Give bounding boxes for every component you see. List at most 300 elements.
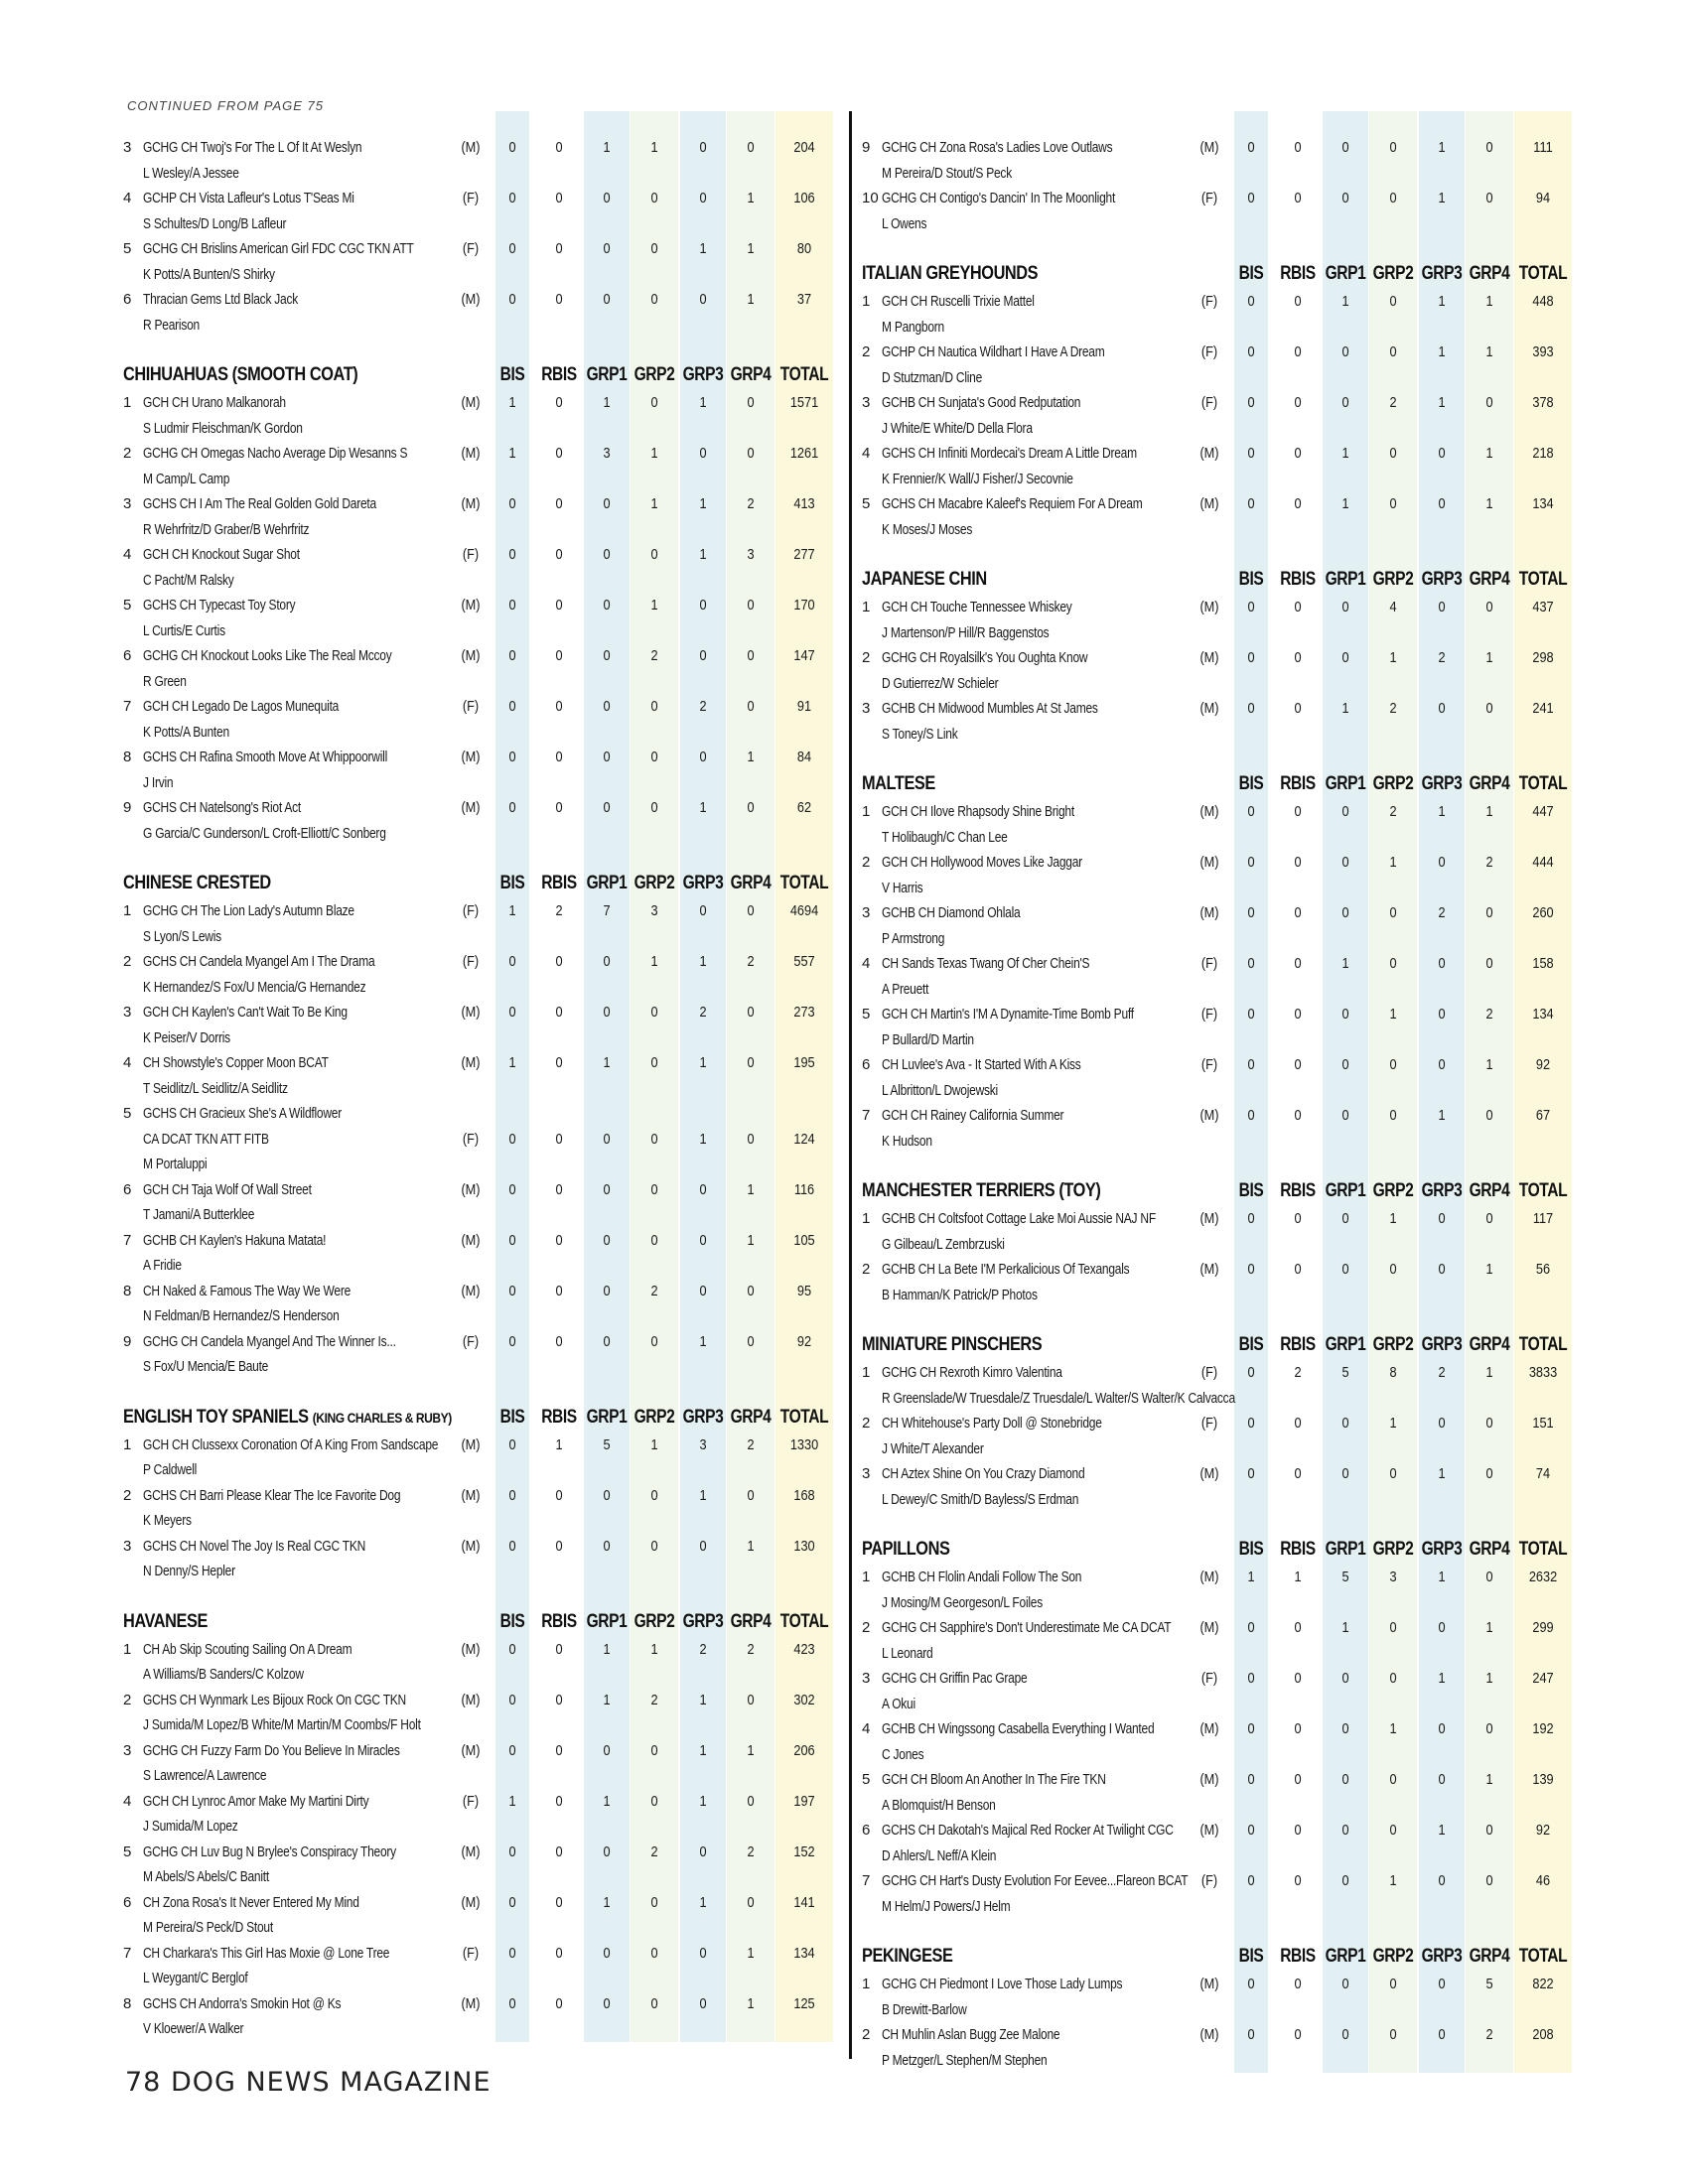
column-header: GRP3 [682, 1610, 724, 1632]
stat-value: 0 [555, 1282, 563, 1299]
dog-sex: (M) [461, 1537, 481, 1555]
ranking-entry [121, 1941, 896, 1991]
stat-value: 1 [1438, 293, 1446, 310]
stat-value: 0 [508, 597, 516, 614]
owner-row [121, 1763, 896, 1789]
stat-value: 0 [747, 1486, 755, 1504]
stat-value: 0 [1247, 1822, 1255, 1839]
stat-value: 0 [555, 1180, 563, 1198]
ranking-entry [121, 186, 896, 236]
owner-row [860, 1129, 1634, 1155]
stat-value: 1 [508, 1054, 516, 1071]
dog-name-continued: CA DCAT TKN ATT FITB [143, 1130, 269, 1148]
entry-rank: 4 [123, 190, 132, 206]
dog-sex: (M) [1199, 445, 1219, 462]
entry-rank: 6 [123, 1180, 132, 1198]
entry-main-row [860, 289, 1634, 315]
owner-row [860, 1590, 1634, 1616]
stat-value: 1 [603, 1054, 611, 1071]
column-header: GRP4 [1469, 1539, 1510, 1560]
entry-rank: 4 [123, 1054, 132, 1071]
entry-main-row [121, 593, 896, 618]
stat-value: 1 [1341, 700, 1349, 717]
dog-name: CH Ab Skip Scouting Sailing On A Dream [143, 1640, 352, 1658]
ranking-entry [860, 1666, 1634, 1716]
stat-value: 1 [1389, 1006, 1397, 1023]
stat-value: 1 [699, 1486, 707, 1504]
total-points: 62 [796, 799, 812, 816]
stat-value: 1 [1438, 1822, 1446, 1839]
stat-value: 0 [1438, 1771, 1446, 1788]
stat-value: 1 [1341, 293, 1349, 310]
column-header: BIS [1238, 569, 1264, 590]
stat-value: 0 [650, 698, 658, 715]
stat-value: 0 [1294, 445, 1302, 462]
owner-names: K Potts/A Bunten [143, 723, 229, 741]
stat-value: 1 [1485, 1056, 1493, 1073]
dog-sex: (M) [1199, 1107, 1219, 1124]
owner-row [860, 2048, 1634, 2074]
entry-main-row [860, 441, 1634, 467]
total-points: 168 [793, 1486, 815, 1504]
stat-value: 1 [1389, 1872, 1397, 1889]
column-header: RBIS [1280, 1539, 1316, 1560]
stat-value: 2 [699, 1004, 707, 1021]
stat-value: 0 [1485, 1210, 1493, 1227]
stat-value: 0 [508, 698, 516, 715]
stat-value: 0 [1294, 293, 1302, 310]
ranking-entry [860, 951, 1634, 1002]
stat-value: 0 [699, 597, 707, 614]
total-points: 444 [1532, 854, 1554, 871]
total-points: 46 [1535, 1872, 1551, 1889]
right-column [860, 111, 1634, 2073]
owner-row [860, 1843, 1634, 1869]
total-points: 37 [796, 291, 812, 308]
total-points: 134 [1532, 1006, 1554, 1023]
owner-names: C Pacht/M Ralsky [143, 571, 234, 589]
stat-value: 0 [1294, 1261, 1302, 1278]
entry-main-row [121, 643, 896, 669]
stat-value: 0 [603, 240, 611, 257]
stat-value: 2 [1389, 394, 1397, 411]
dog-sex: (M) [461, 749, 481, 765]
dog-sex: (M) [461, 1231, 481, 1249]
stat-value: 1 [1485, 1771, 1493, 1788]
total-points: 67 [1535, 1107, 1551, 1124]
entry-rank: 4 [123, 546, 132, 563]
ranking-entry [860, 1052, 1634, 1103]
entry-main-row [860, 2022, 1634, 2048]
ranking-entry [121, 795, 896, 846]
breed-name: ITALIAN GREYHOUNDS [862, 263, 1039, 284]
stat-value: 0 [603, 291, 611, 308]
column-header: GRP4 [730, 1610, 772, 1632]
stat-value: 0 [603, 1282, 611, 1299]
total-points: 141 [793, 1893, 815, 1911]
stat-value: 0 [1485, 394, 1493, 411]
stat-value: 0 [508, 953, 516, 970]
owner-names: J White/T Alexander [882, 1439, 984, 1457]
owner-names: G Garcia/C Gunderson/L Croft-Elliott/C Sonberg [143, 824, 386, 842]
stat-value: 0 [747, 394, 755, 411]
dog-name: GCHB CH Flolin Andali Follow The Son [882, 1569, 1082, 1585]
stat-value: 0 [1341, 190, 1349, 206]
owner-row [121, 1508, 896, 1534]
total-points: 125 [793, 1994, 815, 2012]
entry-rank: 9 [123, 799, 132, 816]
stat-value: 0 [603, 1130, 611, 1148]
stat-value: 0 [555, 1893, 563, 1911]
entry-rank: 4 [123, 1792, 132, 1810]
ranking-entry [121, 1840, 896, 1890]
column-header: GRP2 [633, 1406, 675, 1428]
owner-row [860, 1793, 1634, 1819]
total-points: 241 [1532, 700, 1554, 717]
entry-main-row [121, 186, 896, 211]
section-header [121, 870, 896, 897]
stat-value: 0 [1294, 803, 1302, 820]
stat-value: 2 [699, 698, 707, 715]
dog-name: GCHS CH Dakotah's Majical Red Rocker At Twilight CGC [882, 1822, 1174, 1839]
stat-value: 0 [508, 647, 516, 664]
stat-value: 0 [1341, 1670, 1349, 1687]
owner-names: P Armstrong [882, 929, 945, 947]
stat-value: 1 [603, 1893, 611, 1911]
stat-value: 0 [1341, 854, 1349, 871]
stat-value: 2 [1389, 803, 1397, 820]
entry-main-row [121, 390, 896, 416]
owner-names: L Wesley/A Jessee [143, 164, 239, 182]
dog-name: GCHS CH Typecast Toy Story [143, 597, 296, 614]
stat-value: 2 [555, 902, 563, 919]
dog-name: CH Sands Texas Twang Of Cher Chein'S [882, 955, 1090, 972]
entry-main-row [860, 1868, 1634, 1894]
dog-name: GCH CH Ilove Rhapsody Shine Bright [882, 803, 1074, 820]
dog-name: GCHB CH Coltsfoot Cottage Lake Moi Aussie NAJ NF [882, 1210, 1156, 1227]
column-header: TOTAL [779, 1610, 829, 1632]
total-points: 273 [793, 1004, 815, 1021]
stat-value: 0 [650, 1004, 658, 1021]
stat-value: 0 [508, 1944, 516, 1962]
column-header: BIS [1238, 1334, 1264, 1355]
total-points: 277 [793, 546, 815, 563]
stat-value: 2 [747, 495, 755, 512]
stat-value: 0 [603, 1486, 611, 1504]
stat-value: 0 [1341, 1465, 1349, 1482]
stat-value: 2 [650, 1843, 658, 1860]
entry-rank: 7 [123, 1231, 132, 1249]
stat-value: 1 [747, 1994, 755, 2012]
owner-names: A Preuett [882, 980, 929, 998]
owner-names: B Drewitt-Barlow [882, 2000, 967, 2018]
stat-value: 1 [747, 291, 755, 308]
stat-value: 1 [699, 1741, 707, 1759]
owner-row [121, 416, 896, 442]
stat-value: 0 [1247, 1210, 1255, 1227]
stat-value: 0 [1294, 1771, 1302, 1788]
entry-rank: 2 [123, 445, 132, 462]
breed-section [860, 1536, 1634, 1919]
stat-value: 0 [1294, 1006, 1302, 1023]
column-header: BIS [1238, 1946, 1264, 1967]
column-header: RBIS [1280, 263, 1316, 284]
column-header: GRP3 [1421, 1334, 1463, 1355]
stat-value: 2 [1485, 1006, 1493, 1023]
breed-title [862, 1334, 1042, 1356]
stat-value: 0 [555, 749, 563, 765]
dog-sex: (M) [1199, 599, 1219, 615]
dog-name: GCHS CH Macabre Kaleef's Requiem For A Dream [882, 495, 1143, 512]
stat-value: 0 [1341, 1720, 1349, 1737]
stat-value: 0 [1389, 1261, 1397, 1278]
dog-name: GCH CH Hollywood Moves Like Jaggar [882, 854, 1082, 871]
owner-names: J Sumida/M Lopez/B White/M Martin/M Coombs/F Holt [143, 1716, 421, 1733]
breed-title [862, 263, 1038, 285]
stat-value: 0 [1438, 955, 1446, 972]
stat-value: 2 [1389, 700, 1397, 717]
stat-value: 0 [555, 190, 563, 206]
breed-title [862, 1946, 952, 1968]
breed-section [860, 770, 1634, 1154]
owner-names: S Lawrence/A Lawrence [143, 1767, 267, 1784]
stat-value: 0 [1247, 599, 1255, 615]
stat-value: 1 [699, 1054, 707, 1071]
entry-rank: 2 [862, 1415, 871, 1432]
dog-sex: (F) [1200, 394, 1218, 411]
stat-value: 1 [747, 749, 755, 765]
owner-row [121, 568, 896, 594]
entry-rank: 5 [862, 1771, 871, 1788]
column-header: RBIS [1280, 773, 1316, 794]
breed-title [123, 364, 357, 386]
owner-names: M Helm/J Powers/J Helm [882, 1897, 1011, 1915]
stat-value: 0 [555, 1640, 563, 1658]
stat-value: 0 [603, 495, 611, 512]
stat-value: 0 [1341, 343, 1349, 360]
stat-value: 0 [1247, 649, 1255, 666]
section-header [860, 1331, 1634, 1359]
ranking-entry [121, 287, 896, 338]
ranking-entry [860, 135, 1634, 186]
column-header: GRP2 [1372, 1180, 1414, 1201]
stat-value: 2 [1294, 1364, 1302, 1381]
dog-sex: (M) [1199, 1822, 1219, 1839]
column-header: GRP1 [586, 364, 628, 385]
owner-row [860, 977, 1634, 1003]
stat-value: 3 [699, 1435, 707, 1453]
dog-name: GCH CH Clussexx Coronation Of A King From Sandscape [143, 1435, 439, 1453]
ranking-entry [121, 694, 896, 745]
ranking-entry [121, 1890, 896, 1941]
total-points: 208 [1532, 2026, 1554, 2043]
owner-row [860, 161, 1634, 187]
total-points: 152 [793, 1843, 815, 1860]
owner-names: K Hernandez/S Fox/U Mencia/G Hernandez [143, 978, 366, 996]
breed-title [862, 773, 935, 795]
stat-value: 1 [1294, 1569, 1302, 1585]
stat-value: 0 [1247, 1619, 1255, 1636]
ranking-entry [121, 542, 896, 593]
breed-title [123, 1407, 452, 1429]
stat-value: 0 [1341, 1822, 1349, 1839]
owner-row [121, 1559, 896, 1584]
stat-value: 0 [699, 1180, 707, 1198]
stat-value: 0 [1247, 854, 1255, 871]
entry-main-row [121, 1789, 896, 1815]
entry-rank: 5 [123, 1105, 132, 1122]
owner-names: P Metzger/L Stephen/M Stephen [882, 2051, 1048, 2069]
ranking-entry [860, 850, 1634, 900]
column-header: GRP2 [1372, 569, 1414, 590]
dog-sex: (F) [1200, 1872, 1218, 1889]
dog-sex: (F) [462, 698, 480, 715]
owner-row [121, 821, 896, 847]
column-header: BIS [1238, 773, 1264, 794]
dog-name: GCH CH Touche Tennessee Whiskey [882, 599, 1072, 615]
stat-value: 1 [1485, 649, 1493, 666]
stat-value: 2 [747, 1640, 755, 1658]
stat-value: 0 [508, 1435, 516, 1453]
stat-value: 0 [650, 1180, 658, 1198]
total-points: 74 [1535, 1465, 1551, 1482]
entry-main-row [121, 795, 896, 821]
stat-value: 0 [1485, 1720, 1493, 1737]
entry-rank: 4 [862, 1720, 871, 1737]
entry-rank: 9 [862, 139, 871, 156]
stat-value: 0 [1247, 293, 1255, 310]
entry-rank: 1 [123, 902, 132, 919]
entry-main-row [121, 1279, 896, 1304]
stat-value: 0 [603, 953, 611, 970]
entry-rank: 5 [123, 240, 132, 257]
stat-value: 0 [1294, 1107, 1302, 1124]
total-points: 378 [1532, 394, 1554, 411]
owner-row [860, 1436, 1634, 1462]
stat-value: 0 [1294, 1670, 1302, 1687]
entry-main-row [121, 898, 896, 924]
stat-value: 0 [1247, 1976, 1255, 1992]
stat-value: 1 [747, 1537, 755, 1555]
stat-value: 0 [1294, 190, 1302, 206]
stat-value: 1 [699, 394, 707, 411]
stat-value: 0 [1389, 293, 1397, 310]
stat-value: 2 [1438, 904, 1446, 921]
ranking-entry [121, 1789, 896, 1840]
stat-value: 0 [1247, 1056, 1255, 1073]
stat-value: 0 [1247, 904, 1255, 921]
stat-value: 0 [508, 291, 516, 308]
stat-value: 0 [555, 1537, 563, 1555]
stat-value: 3 [650, 902, 658, 919]
ranking-entry [860, 186, 1634, 236]
breed-name: ENGLISH TOY SPANIELS [123, 1406, 309, 1428]
stat-value: 0 [1389, 1107, 1397, 1124]
column-header: GRP2 [633, 364, 675, 385]
entry-main-row [121, 745, 896, 770]
owner-names: K Potts/A Bunten/S Shirky [143, 265, 275, 283]
stat-value: 0 [1247, 1670, 1255, 1687]
owner-row [860, 365, 1634, 391]
owner-row [121, 1457, 896, 1483]
stat-value: 0 [699, 291, 707, 308]
stat-value: 1 [650, 597, 658, 614]
dog-sex: (M) [461, 1435, 481, 1453]
stat-value: 1 [699, 1792, 707, 1810]
ranking-entry [121, 236, 896, 287]
total-points: 437 [1532, 599, 1554, 615]
stat-value: 0 [650, 240, 658, 257]
stat-value: 0 [747, 1691, 755, 1708]
dog-name: GCHG CH Piedmont I Love Those Lady Lumps [882, 1976, 1123, 1992]
entry-main-row [860, 1360, 1634, 1386]
owner-names: L Curtis/E Curtis [143, 621, 225, 639]
dog-sex: (M) [461, 1893, 481, 1911]
stat-value: 1 [650, 445, 658, 462]
entry-main-row [860, 390, 1634, 416]
entry-main-row [860, 340, 1634, 365]
owner-row [860, 926, 1634, 952]
stat-value: 0 [555, 647, 563, 664]
dog-sex: (M) [461, 1004, 481, 1021]
entry-main-row [860, 1818, 1634, 1843]
stat-value: 0 [508, 1537, 516, 1555]
stat-value: 0 [603, 1537, 611, 1555]
owner-row [121, 161, 896, 187]
ranking-entry [860, 441, 1634, 491]
stat-value: 0 [747, 1893, 755, 1911]
stat-value: 0 [747, 597, 755, 614]
stat-value: 0 [1294, 2026, 1302, 2043]
column-header: GRP3 [1421, 263, 1463, 284]
ranking-entry [860, 1615, 1634, 1666]
stat-value: 0 [555, 1054, 563, 1071]
stat-value: 0 [1294, 1056, 1302, 1073]
total-points: 204 [793, 139, 815, 156]
entry-rank: 3 [862, 394, 871, 411]
stat-value: 1 [508, 1792, 516, 1810]
stat-value: 0 [1438, 1720, 1446, 1737]
stat-value: 1 [1341, 1619, 1349, 1636]
stat-value: 3 [747, 546, 755, 563]
owner-names: M Abels/S Abels/C Banitt [143, 1868, 269, 1885]
stat-value: 0 [555, 1792, 563, 1810]
stat-value: 1 [1389, 1415, 1397, 1432]
column-header: GRP4 [1469, 1946, 1510, 1967]
entry-rank: 7 [862, 1107, 871, 1124]
stat-value: 0 [650, 1231, 658, 1249]
stat-value: 0 [1389, 904, 1397, 921]
ranking-entry [860, 2022, 1634, 2073]
owner-names: D Stutzman/D Cline [882, 368, 983, 386]
stat-value: 0 [699, 902, 707, 919]
stat-value: 5 [1485, 1976, 1493, 1992]
total-points: 298 [1532, 649, 1554, 666]
dog-sex: (F) [1200, 190, 1218, 206]
ranking-entry [860, 1565, 1634, 1615]
entry-rank: 2 [123, 953, 132, 970]
dog-sex: (F) [1200, 1415, 1218, 1432]
total-points: 299 [1532, 1619, 1554, 1636]
owner-row [860, 1487, 1634, 1513]
section-header [121, 1404, 896, 1432]
total-points: 393 [1532, 343, 1554, 360]
stat-value: 0 [1485, 1569, 1493, 1585]
breed-subtitle: (KING CHARLES & RUBY) [312, 1409, 452, 1426]
stat-value: 7 [603, 902, 611, 919]
dog-sex: (M) [461, 1994, 481, 2012]
entry-rank: 2 [862, 1261, 871, 1278]
